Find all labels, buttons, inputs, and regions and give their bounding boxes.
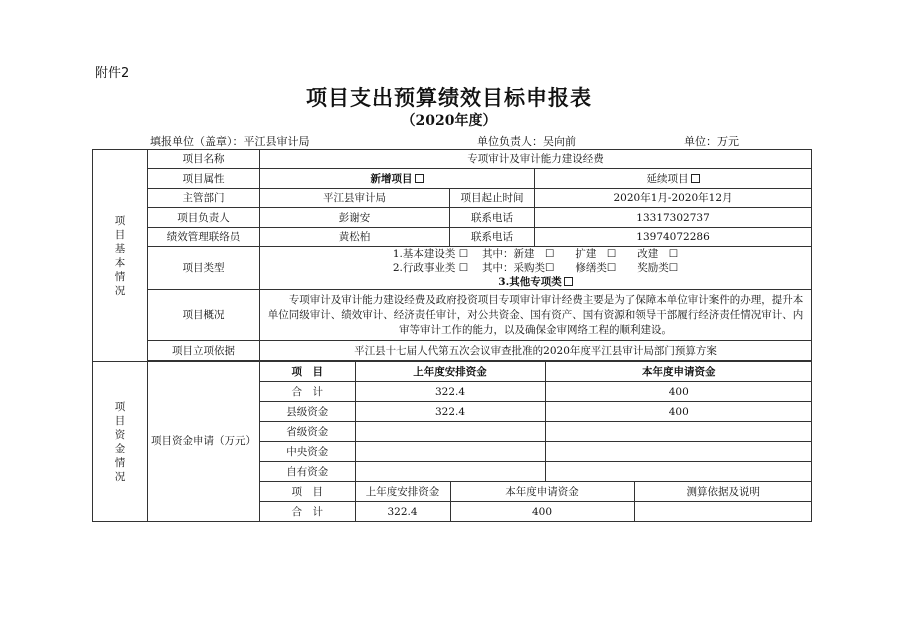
unit-leader: 单位负责人：吴向前 <box>477 135 576 148</box>
owner-phone-label: 联系电话 <box>450 208 535 228</box>
overview-value: 专项审计及审计能力建设经费及政府投资项目专项审计审计经费主要是为了保障本单位审计案件的办理，提升本单位同级审计、绩效审计、经济责任审计，对公共资金、国有资产、国有资源和领导干部履行经济责任情况审计、内审等审计工作的能力，以及确保金审网络工程的顺利建设。 <box>260 290 812 341</box>
liaison-phone-value: 13974072286 <box>535 228 812 247</box>
checkbox-icon <box>415 174 424 183</box>
table-row <box>260 422 812 442</box>
fund-row-name: 中央资金 <box>260 442 355 462</box>
fund-header-item: 项 目 <box>260 362 355 382</box>
fund-header-this-year: 本年度申请资金 <box>545 362 812 382</box>
page-title: 项目支出预算绩效目标申报表 <box>306 86 592 110</box>
fund-row-last <box>355 462 545 482</box>
liaison-value: 黄松柏 <box>260 228 450 247</box>
reporting-unit: 填报单位（盖章）：平江县审计局 <box>150 135 310 148</box>
fund-row-last: 322.4 <box>355 402 545 422</box>
section-funds: 项目资金情况 <box>93 362 148 522</box>
project-name-label: 项目名称 <box>148 150 260 169</box>
fund-detail-cell <box>260 362 812 522</box>
basis-label: 项目立项依据 <box>148 341 260 361</box>
project-type-label: 项目类型 <box>148 247 260 290</box>
checkbox-icon <box>691 174 700 183</box>
fund-row-this: 400 <box>545 382 812 402</box>
table-row <box>260 382 812 402</box>
attribute-continuing-option: 延续项目 <box>535 169 812 189</box>
table-row <box>260 402 812 422</box>
table-row <box>260 502 812 522</box>
department-value: 平江县审计局 <box>260 189 450 208</box>
department-label: 主管部门 <box>148 189 260 208</box>
fund-table <box>260 362 812 521</box>
year-label: （2020年度） <box>401 113 497 129</box>
type-administrative-line: 2.行政事业类 ☐ 其中：采购类☐ 修缮类☐ 奖励类☐ <box>392 262 679 274</box>
liaison-phone-label: 联系电话 <box>450 228 535 247</box>
project-name-value: 专项审计及审计能力建设经费 <box>260 150 812 169</box>
fund-row-this <box>545 422 812 442</box>
report-table <box>92 149 812 522</box>
project-attribute-label: 项目属性 <box>148 169 260 189</box>
project-owner-label: 项目负责人 <box>148 208 260 228</box>
period-label: 项目起止时间 <box>450 189 535 208</box>
checkbox-icon <box>564 277 573 286</box>
owner-phone-value: 13317302737 <box>535 208 812 228</box>
fund-apply-label: 项目资金申请（万元） <box>148 362 260 522</box>
sub-total-last: 322.4 <box>355 502 450 522</box>
overview-label: 项目概况 <box>148 290 260 341</box>
sub-header-basis: 测算依据及说明 <box>634 482 812 502</box>
sub-total-this: 400 <box>450 502 634 522</box>
fund-row-this <box>545 442 812 462</box>
project-owner-value: 彭谢安 <box>260 208 450 228</box>
fund-row-name: 合 计 <box>260 382 355 402</box>
fund-row-last: 322.4 <box>355 382 545 402</box>
table-row <box>260 462 812 482</box>
currency-unit: 单位：万元 <box>684 135 739 148</box>
sub-total-basis <box>634 502 812 522</box>
attachment-label: 附件2 <box>95 66 130 81</box>
table-row <box>260 442 812 462</box>
period-value: 2020年1月-2020年12月 <box>535 189 812 208</box>
type-other-line: 3.其他专项类 <box>263 275 808 289</box>
sub-header-this-year: 本年度申请资金 <box>450 482 634 502</box>
attribute-new-option: 新增项目 <box>260 169 535 189</box>
section-basic-info: 项目基本情况 <box>93 150 148 362</box>
fund-row-name: 自有资金 <box>260 462 355 482</box>
fund-header-last-year: 上年度安排资金 <box>355 362 545 382</box>
sub-header-last-year: 上年度安排资金 <box>355 482 450 502</box>
project-type-options <box>260 247 812 290</box>
type-infrastructure-line: 1.基本建设类 ☐ 其中：新建 ☐ 扩建 ☐ 改建 ☐ <box>392 248 679 260</box>
basis-value: 平江县十七届人代第五次会议审查批准的2020年度平江县审计局部门预算方案 <box>260 341 812 361</box>
fund-row-this <box>545 462 812 482</box>
fund-row-name: 县级资金 <box>260 402 355 422</box>
liaison-label: 绩效管理联络员 <box>148 228 260 247</box>
fund-row-name: 省级资金 <box>260 422 355 442</box>
sub-header-item: 项 目 <box>260 482 355 502</box>
fund-row-last <box>355 442 545 462</box>
sub-total-name: 合 计 <box>260 502 355 522</box>
fund-row-last <box>355 422 545 442</box>
fund-row-this: 400 <box>545 402 812 422</box>
